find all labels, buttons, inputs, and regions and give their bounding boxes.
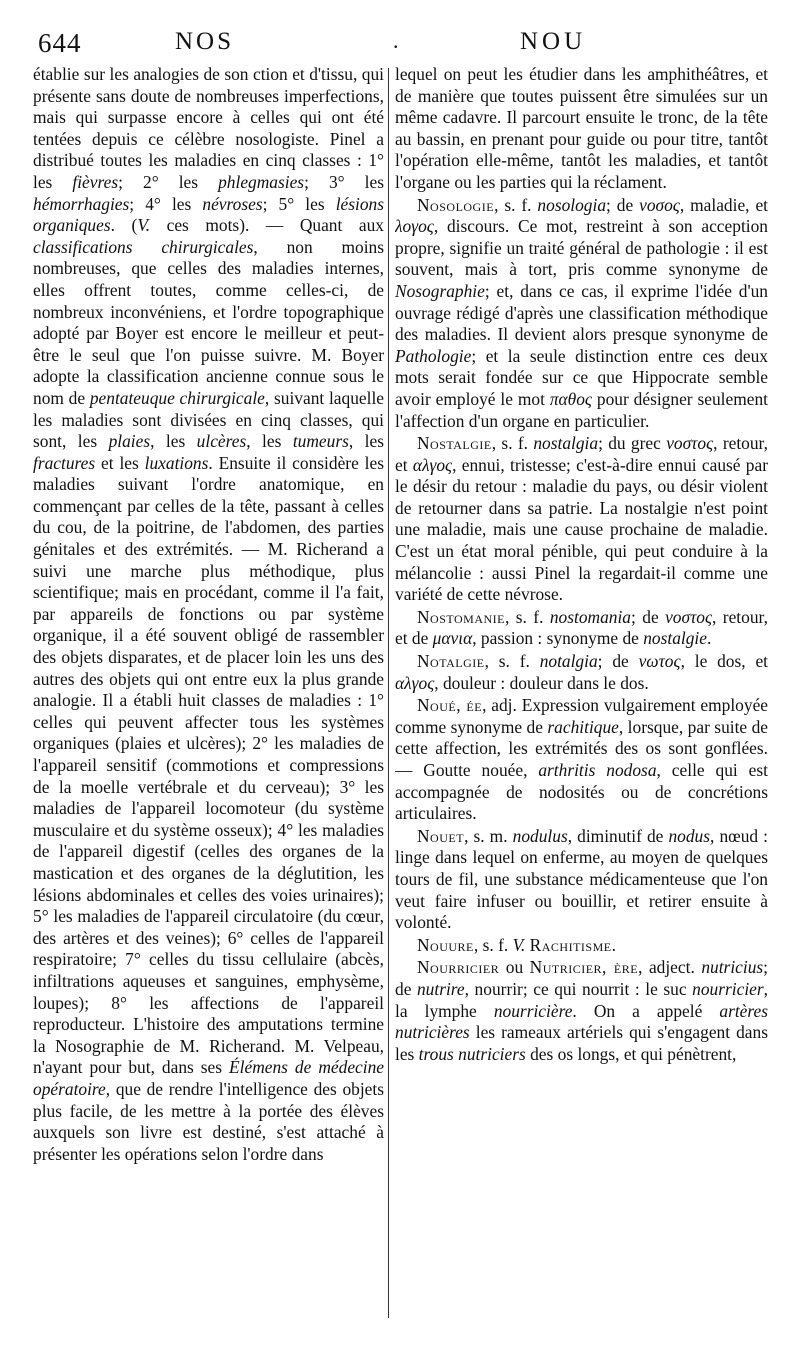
- italic-term: nostalgie: [643, 628, 707, 649]
- italic-term: μανια: [432, 628, 473, 649]
- entry-text: . On a appelé: [572, 1000, 720, 1021]
- italic-term: luxations: [144, 452, 209, 473]
- entry-text: ; du grec: [598, 433, 667, 454]
- entry-text: ; de: [597, 651, 639, 672]
- dictionary-entry: [395, 695, 768, 825]
- italic-term: notalgia: [539, 651, 598, 672]
- entry-text: et les: [95, 452, 145, 473]
- entry-headword: Notalgie: [417, 651, 485, 672]
- italic-term: Élémens de médecine opératoire: [33, 1057, 384, 1099]
- italic-term: nutrire: [416, 978, 465, 999]
- italic-term: λογος: [395, 216, 434, 237]
- entry-text: lequel on peut les étudier dans les amphithéâtres, et de manière que toutes puissent être simulées sur un même cadavre. Il parcourt ensuite le tronc, de la tête au bassin, en prenant pour guide ou pour titre, tantôt l'opération elle-même, tantôt les maladies, et tantôt l'organe ou les parties qui la réclament.: [395, 64, 768, 192]
- entry-headword: Nosologie: [417, 194, 495, 215]
- entry-text: ; de: [631, 606, 666, 627]
- entry-headword: Rachitisme: [529, 934, 612, 955]
- entry-text: . (: [110, 215, 138, 236]
- italic-term: hémorrhagies: [33, 193, 130, 214]
- entry-text: , nœud : linge dans lequel on enferme, au moyen de quelques tours de fil, une substance médicamenteuse que l'on veut faire infuser ou bouillir, et retirer ensuite à volonté.: [395, 825, 768, 933]
- italic-term: V.: [137, 215, 151, 236]
- italic-term: νοσος: [639, 194, 680, 215]
- italic-term: nostomania: [549, 606, 632, 627]
- entry-text: les rameaux artériels qui s'engagent dans les: [395, 1022, 768, 1064]
- entry-text: ; 4° les: [129, 193, 203, 214]
- italic-term: tumeurs: [292, 431, 349, 452]
- entry-text: ; et, dans ce cas, il exprime l'idée d'un ouvrage rédigé d'après une classification méthodique des maladies. Il devient alors presque synonyme de: [395, 280, 768, 345]
- entry-text: ou: [499, 957, 530, 978]
- entry-text: .: [611, 934, 616, 955]
- italic-term: παθος: [549, 388, 592, 409]
- entry-text: ; de: [395, 957, 768, 999]
- italic-term: arthritis nodosa: [538, 760, 657, 780]
- italic-term: αλγος: [412, 454, 453, 475]
- right-column: [395, 64, 768, 1344]
- entry-text: , s. m.: [464, 825, 513, 846]
- running-head-right: NOU: [520, 28, 587, 55]
- entry-text: , adject.: [638, 957, 702, 978]
- paragraph: [33, 64, 384, 1165]
- italic-term: nodus: [668, 825, 711, 846]
- italic-term: lésions organiques: [33, 193, 384, 236]
- entry-text: . Ensuite il considère les maladies suivant l'ordre anatomique, en commençant par celles de la tête, passant à celles du cou, de la poitrine, de l'abdomen, des parties génitales et des extrémités. — M. Richerand a suivi une marche plus méthodique, plus scientifique; mais en procédant, comme il l'a fait, par appareils de fonctions ou par système organique, il a été souvent obligé de rassembler des objets disparates, et de placer loin les uns des autres des objets qui ont entre eux la plus grande analogie. Il a établi huit classes de maladies : 1° celles qui peuvent affecter tous les systèmes organiques (plaies et ulcères); 2° les maladies de l'appareil sensitif (commotions et compressions de la moelle vertébrale et du cerveau); 3° les maladies de l'appareil locomoteur (du système musculaire et du système osseux); 4° les maladies de l'appareil digestif (celles des organes de la mastication et des organes de la déglutition, les lésions abdominales et celles des voies urinaires); 5° les maladies de l'appareil circulatoire (du cœur, des artères et des veines); 6° celles de l'appareil respiratoire; 7° celles du tissu cellulaire (abcès, infiltrations aqueuses et sanguines, emphysème, loupes); 8° les affections de l'appareil reproducteur. L'histoire des amputations termine la Nosographie de M. Richerand. M. Velpeau, n'ayant pour but, dans ses: [33, 452, 384, 1078]
- italic-term: νοστος: [666, 433, 714, 454]
- entry-headword: Nouet: [417, 825, 465, 846]
- left-column: [33, 64, 384, 1344]
- dictionary-entry: [395, 433, 768, 606]
- page-header: [0, 28, 800, 64]
- entry-text: , passion : synonyme de: [472, 628, 644, 649]
- italic-term: V.: [512, 934, 526, 955]
- entry-text: pour désigner seulement l'affection d'un organe en particulier.: [395, 388, 768, 431]
- entry-text: , la lymphe: [395, 978, 768, 1021]
- italic-term: Pathologie: [395, 345, 472, 366]
- entry-text: , s. f.: [505, 606, 550, 627]
- italic-term: phlegmasies: [218, 171, 305, 192]
- entry-text: , discours. Ce mot, restreint à son acception propre, signifie un traité général de pathologie : il est souvent, mais à tort, pris comme synonyme de: [395, 216, 768, 280]
- entry-text: , suivant laquelle les maladies sont divisées en cinq classes, qui sont, les: [33, 387, 384, 452]
- page-number: 644: [38, 28, 82, 58]
- italic-term: trous nutriciers: [418, 1043, 526, 1064]
- entry-text: , nourrir; ce qui nourrit : le suc: [464, 978, 693, 999]
- entry-text: , les: [348, 431, 384, 452]
- italic-term: nourricière: [493, 1000, 573, 1021]
- entry-text: , le dos, et: [680, 651, 768, 672]
- entry-text: , retour, et: [395, 433, 768, 475]
- entry-text: , les: [150, 431, 197, 452]
- italic-term: ulcères: [196, 431, 247, 452]
- running-head-separator: .: [393, 28, 399, 53]
- entry-text: , maladie, et: [679, 194, 768, 215]
- entry-text: , lorsque, par suite de cette affection, les extrémités des os sont gonflées. — Goutte nouée,: [395, 716, 768, 780]
- italic-term: nostalgia: [533, 433, 599, 454]
- entry-headword: Nourricier: [417, 957, 500, 978]
- entry-text: ; de: [606, 194, 640, 215]
- italic-term: αλγος: [395, 672, 435, 693]
- dictionary-entry: [395, 651, 768, 694]
- entry-text: , non moins nombreuses, que celles des maladies internes, elles offrent toutes, comme celles-ci, de nombreux inconvéniens, et l'ordre topographique adopté par Boyer est encore le meilleur et peut-être le seul que l'on puisse suivre. M. Boyer adopte la classification ancienne connue sous le nom de: [33, 236, 384, 408]
- italic-term: νοστος: [665, 606, 713, 627]
- italic-term: nodulus: [512, 825, 568, 846]
- dictionary-entry: [395, 957, 768, 1065]
- running-head-left: NOS: [175, 28, 235, 55]
- entry-text: des os longs, et qui pénètrent,: [525, 1043, 737, 1064]
- italic-term: νωτος: [638, 651, 681, 672]
- italic-term: fièvres: [72, 171, 119, 192]
- entry-headword: Nostomanie: [417, 606, 506, 627]
- italic-term: artères nutricières: [395, 1000, 768, 1043]
- italic-term: nutricius: [701, 957, 764, 978]
- italic-term: nourricier: [692, 978, 764, 999]
- entry-text: ; et la seule distinction entre ces deux mots serait fondée sur ce que Hippocrate semble avoir employé le mot: [395, 345, 768, 409]
- entry-text: , celle qui est accompagnée de nodosités ou de concrétions articulaires.: [395, 760, 768, 824]
- italic-term: pentateuque chirurgicale: [89, 387, 265, 408]
- entry-headword: Nostalgie: [417, 433, 492, 454]
- entry-text: , s. f.: [494, 194, 538, 215]
- entry-headword: Nouure: [417, 934, 474, 955]
- entry-text: , ennui, tristesse; c'est-à-dire ennui causé par le désir du retour : maladie du pays, ou désir violent de retourner dans sa patrie. La nostalgie n'est point une maladie, mais une cause prochaine de maladie. C'est un état moral pénible, qui peut conduire à la mélancolie : aussi Pinel la regardait-il comme une variété de cette névrose.: [395, 454, 768, 605]
- entry-text: ces mots). — Quant aux: [150, 215, 384, 236]
- entry-text: , retour, et de: [395, 606, 768, 649]
- dictionary-entry: [395, 826, 768, 934]
- column-divider: [388, 68, 389, 1318]
- entry-text: , les: [246, 431, 293, 452]
- entry-text: ; 5° les: [262, 193, 336, 214]
- dictionary-entry: [395, 195, 768, 433]
- entry-text: , adj. Expression vulgairement employée comme synonyme de: [395, 695, 768, 737]
- entry-text: , douleur : douleur dans le dos.: [434, 672, 649, 693]
- entry-text: , s. f.: [484, 651, 540, 672]
- continued-paragraph: [395, 64, 768, 194]
- dictionary-entry: [395, 607, 768, 650]
- italic-term: rachitique: [547, 716, 619, 737]
- entry-text: , que de rendre l'intelligence des objets plus facile, de les mettre à la portée des élèves auxquels son livre est destiné, s'est attaché à présenter les opérations selon l'ordre dans: [33, 1078, 384, 1164]
- entry-text: , s. f.: [491, 433, 534, 454]
- italic-term: classifications chirurgicales: [33, 236, 254, 257]
- entry-text: , diminutif de: [567, 825, 669, 846]
- entry-text: ; 2° les: [118, 171, 219, 192]
- entry-text: établie sur les analogies de son ction et d'tissu, qui présente sans doute de nombreuses imperfections, mais qui surpasse encore à celles qui ont été tentées depuis ce célèbre nosologiste. Pinel a distribué toutes les maladies en cinq classes : 1° les: [33, 64, 384, 192]
- entry-text: , s. f.: [473, 934, 513, 955]
- italic-term: fractures: [33, 452, 96, 473]
- entry-headword: Nutricier, ère: [529, 957, 639, 978]
- entry-headword: Noué, ée: [417, 695, 483, 716]
- italic-term: névroses: [202, 193, 263, 214]
- italic-term: nosologia: [537, 194, 607, 215]
- entry-text: .: [706, 628, 712, 649]
- dictionary-entry: [395, 935, 768, 957]
- italic-term: Nosographie: [395, 280, 485, 301]
- entry-text: ; 3° les: [304, 171, 384, 192]
- italic-term: plaies: [108, 431, 151, 452]
